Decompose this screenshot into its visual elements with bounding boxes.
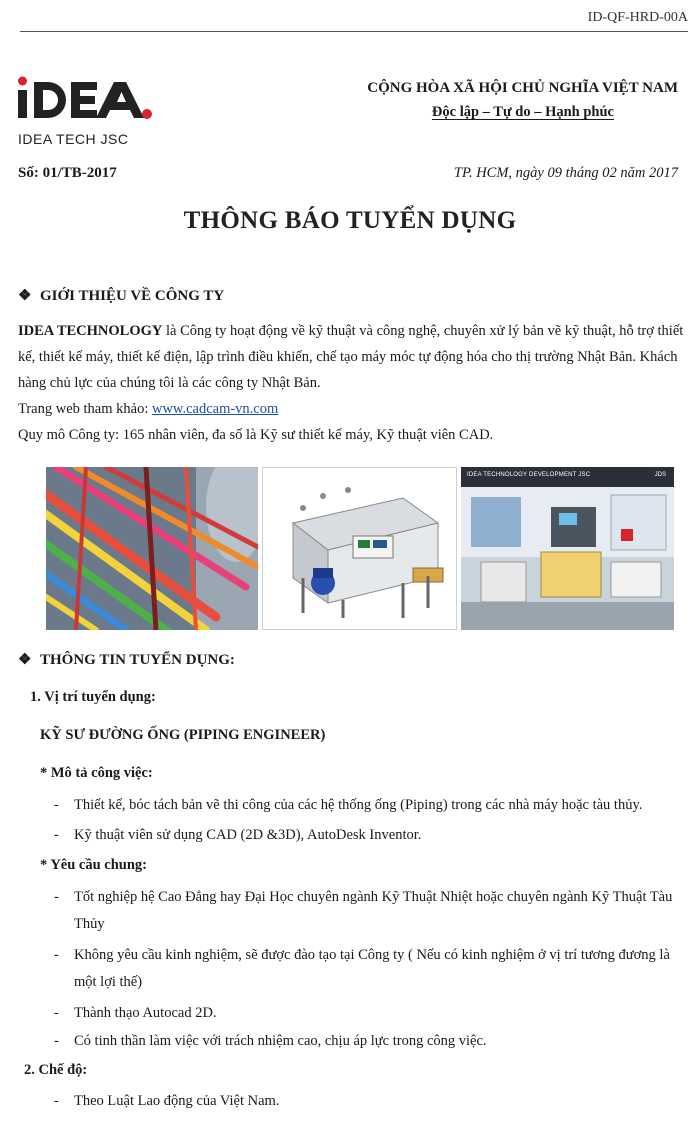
website-link[interactable]: www.cadcam-vn.com [151, 401, 279, 417]
exhibition-booth-photo [461, 467, 674, 630]
document-number: Số: 01/TB-2017 [18, 165, 117, 181]
list-item: - Tốt nghiệp hệ Cao Đẳng hay Đại Học chuyên ngành Kỹ Thuật Nhiệt hoặc chuyên ngành Kỹ Thuật Tàu Thủy [54, 889, 673, 932]
list-item: - Thiết kế, bóc tách bản vẽ thi công của các hệ thống ống (Piping) trong các nhà máy hoặc tàu thủy. [54, 797, 643, 813]
company-name-bold: IDEA TECHNOLOGY [18, 323, 163, 339]
document-date: TP. HCM, ngày 09 tháng 02 năm 2017 [453, 165, 678, 181]
document-code: ID-QF-HRD-00A [587, 10, 688, 25]
list-item: - Thành thạo Autocad 2D. [54, 1005, 217, 1021]
diamond-bullet-icon: ❖ [18, 652, 32, 668]
diamond-bullet-icon: ❖ [18, 288, 32, 304]
logo-mark [18, 77, 152, 120]
machine-render-photo [262, 467, 457, 630]
list-item: - Có tinh thần làm việc với trách nhiệm cao, chịu áp lực trong công việc. [54, 1033, 487, 1049]
company-intro-heading [18, 286, 224, 305]
company-intro [18, 318, 688, 448]
company-scale: Quy mô Công ty: 165 nhân viên, đa số là Kỹ sư thiết kế máy, Kỹ thuật viên CAD. [18, 427, 494, 443]
document-title: THÔNG BÁO TUYỂN DỤNG [183, 207, 517, 234]
company-name: IDEA TECH JSC [18, 131, 129, 147]
company-intro-heading-text: GIỚI THIỆU VỀ CÔNG TY [40, 288, 225, 304]
header-rule [20, 31, 688, 32]
recruitment-heading-text: THÔNG TIN TUYỂN DỤNG: [40, 652, 235, 668]
recruitment-heading [18, 650, 235, 669]
position-title: KỸ SƯ ĐƯỜNG ỐNG (PIPING ENGINEER) [40, 727, 326, 743]
photo-strip [46, 467, 674, 630]
list-item: - Theo Luật Lao động của Việt Nam. [54, 1093, 280, 1109]
national-motto: Độc lập – Tự do – Hạnh phúc [431, 104, 614, 120]
website-line [18, 396, 688, 422]
position-heading: 1. Vị trí tuyển dụng: [30, 689, 156, 705]
booth-banner-text: IDEA TECHNOLOGY DEVELOPMENT JSC [467, 472, 591, 478]
national-title: CỘNG HÒA XÃ HỘI CHỦ NGHĨA VIỆT NAM [367, 80, 678, 96]
list-item: - Kỹ thuật viên sử dụng CAD (2D &3D), AutoDesk Inventor. [54, 827, 422, 843]
piping-photo [46, 467, 258, 630]
website-label: Trang web tham khảo: [18, 401, 152, 417]
company-logo [18, 76, 154, 124]
benefits-heading: 2. Chế độ: [24, 1062, 88, 1078]
company-description-text: là Công ty hoạt động về kỹ thuật và công nghệ, chuyên xử lý bản vẽ kỹ thuật, hỗ trợ thiết kế, thiết kế máy, thiết kế điện, lập trình điều khiển, chế tạo máy móc tự động hóa cho thị trường Nhật Bản. Khách hàng chủ lực của chúng tôi là các công ty Nhật Bản. [18, 323, 684, 391]
booth-tag-text: JDS [654, 472, 666, 478]
company-description [18, 318, 688, 396]
job-description-heading: * Mô tả công việc: [40, 765, 153, 781]
requirements-heading: * Yêu cầu chung: [40, 857, 148, 873]
list-item: - Không yêu cầu kinh nghiệm, sẽ được đào tạo tại Công ty ( Nếu có kinh nghiệm ở vị trí tương đương là một lợi thế) [54, 947, 670, 990]
